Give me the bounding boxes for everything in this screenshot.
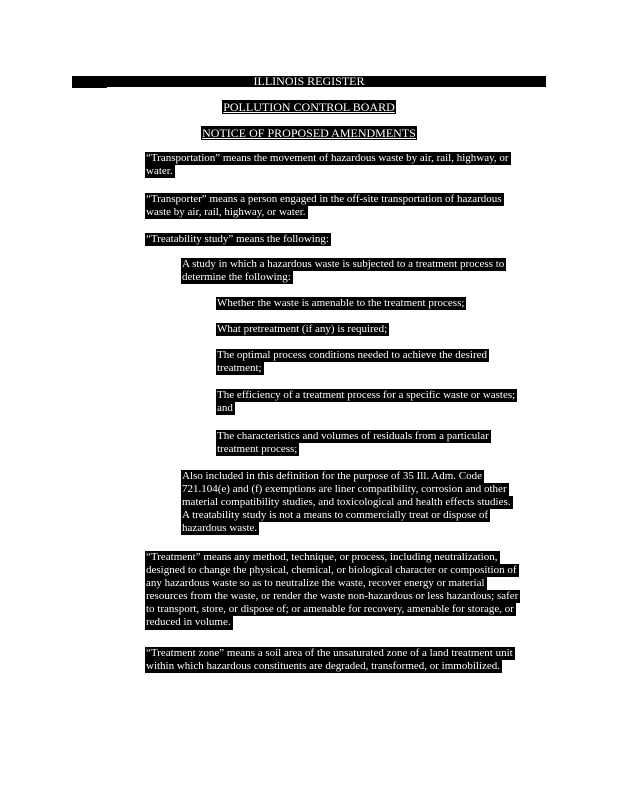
definition-line: within which hazardous constituents are degraded, transformed, or immobilized. [146,660,501,673]
definition-line: reduced in volume. [146,616,231,629]
definition-line: designed to change the physical, chemical, or biological character or composition of [146,564,517,577]
agency-title [0,100,618,114]
notice-title [0,126,618,140]
treatability-item-residuals [216,430,491,456]
definition-line: waste by air, rail, highway, or water. [146,206,306,219]
treatability-item-amenable [216,297,466,310]
definition-line: to transport, store, or dispose of; or amenable for recovery, amenable for storage, or [146,603,514,616]
definition-line: Whether the waste is amenable to the treatment process; [217,297,465,309]
definition-line: The optimal process conditions needed to achieve the desired [217,349,488,361]
definition-line: material compatibility studies, and toxicological and health effects studies. [182,496,511,509]
definition-line: 721.104(e) and (f) exemptions are liner compatibility, corrosion and other [182,483,507,496]
definition-treatment-zone [145,647,515,673]
treatability-item-efficiency [216,389,517,415]
definition-line: “Treatability study” means the following: [146,233,329,245]
definition-line: A treatability study is not a means to commercially treat or dispose of [182,509,489,522]
definition-line: “Transportation” means the movement of hazardous waste by air, rail, highway, or [146,152,509,164]
definition-line: “Transporter” means a person engaged in the off-site transportation of hazardous [146,193,502,205]
definition-line: treatment process; [217,443,298,456]
definition-line: “Treatment zone” means a soil area of the unsaturated zone of a land treatment unit [146,647,513,659]
register-title: ILLINOIS REGISTER [253,74,365,88]
treatability-item-optimal-conditions [216,349,489,375]
definition-transportation [145,152,511,178]
definition-line: resources from the waste, or render the waste non-hazardous or less hazardous; safer [146,590,519,603]
definition-line: What pretreatment (if any) is required; [217,323,388,335]
agency-title-text: POLLUTION CONTROL BOARD [223,100,395,114]
definition-treatment [145,551,520,630]
definition-line: A study in which a hazardous waste is subjected to a treatment process to [182,258,505,270]
definition-line: determine the following: [182,271,291,284]
definition-line: water. [146,165,173,178]
definition-line: Also included in this definition for the purpose of 35 Ill. Adm. Code [182,470,483,482]
treatability-study-intro [181,258,506,284]
definition-line: The efficiency of a treatment process for a specific waste or wastes; [217,389,516,401]
treatability-item-pretreatment [216,323,389,336]
definition-line: and [217,402,233,415]
definition-transporter [145,193,504,219]
definition-line: any hazardous waste so as to neutralize the waste, recover energy or material [146,577,485,590]
definition-treatability-study [145,233,331,246]
definition-line: “Treatment” means any method, technique, or process, including neutralization, [146,551,498,563]
definition-line: The characteristics and volumes of residuals from a particular [217,430,489,442]
definition-line: hazardous waste. [182,522,258,535]
definition-line: treatment; [217,362,262,375]
notice-title-text: NOTICE OF PROPOSED AMENDMENTS [202,126,416,140]
treatability-study-scope [181,470,513,535]
